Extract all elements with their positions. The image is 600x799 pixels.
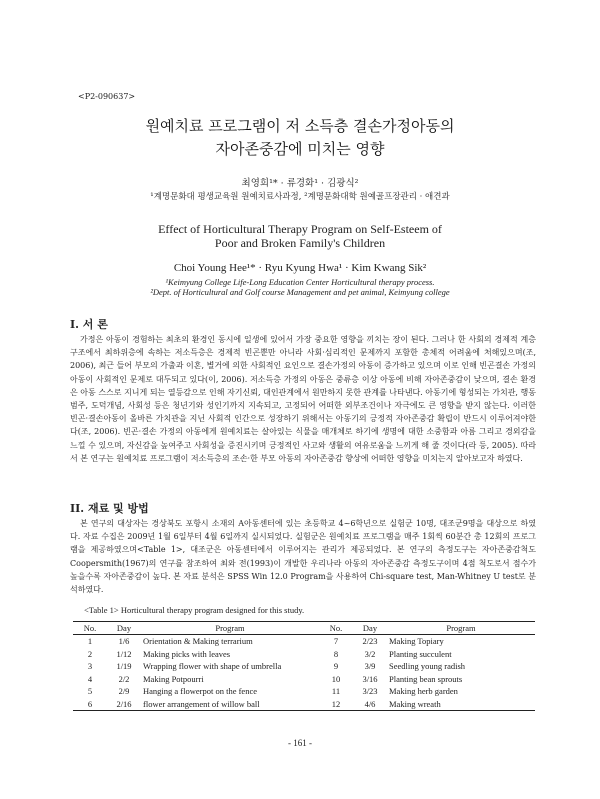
cell-program: Making Topiary: [389, 636, 444, 646]
table-row: [73, 660, 535, 673]
cell-no: 2: [87, 648, 93, 659]
cell-program: Planting bean sprouts: [389, 673, 463, 684]
cell-program: Making wreath: [387, 698, 535, 711]
table-row: [73, 698, 535, 711]
page-number: - 161 -: [288, 738, 312, 748]
english-title-line2: Poor and Broken Family's Children: [214, 236, 386, 250]
header-no: No.: [319, 622, 353, 635]
english-affiliation-2: ²Dept. of Horticultural and Golf course Management and pet animal, Keimyung college: [150, 287, 450, 297]
cell-no: 1: [87, 636, 93, 646]
methods-paragraph: 본 연구의 대상자는 경상북도 포항시 소재의 A아동센터에 있는 초등학교 4~6학년으로 실험군 10명, 대조군9명을 대상으로 하였다. 자료 수집은 2009년 1월 6일부터 4월 6일까지 실시되었다. 실험군은 원예치료 프로그램을 매주 1회씩 60분간 총 12회의 프로그램을 제공하였으며<Table 1>, 대조군은 아동센터에서 이루어지는 관리가 제공되었다. 본 연구의 측정도구는 자아존중감척도 Coopersmith(1967)의 연구를 참조하여 최와 전(1993)이 개발한 우리나라 아동의 자아존중감 측정도구이며 4점 척도로서 점수가 높을수록 자아존중감이 높다. 본 자료 분석은 SPSS Win 12.0 Program을 사용하여 Chi-square test, Man-Whitney U test로 분석하였다.: [70, 519, 536, 595]
cell-program: Seedling young radish: [389, 661, 466, 671]
cell-no: 10: [331, 673, 341, 684]
cell-day: 2/2: [118, 673, 130, 684]
cell-program: Making herb garden: [389, 686, 458, 696]
header-no: No.: [73, 622, 107, 635]
cell-day: 1/6: [118, 636, 130, 646]
cell-no: 5: [87, 686, 93, 696]
english-authors: Choi Young Hee¹* · Ryu Kyung Hwa¹ · Kim Kwang Sik²: [173, 262, 427, 274]
cell-day: 3/16: [362, 673, 378, 684]
cell-day: 4/6: [353, 698, 387, 711]
paper-code: <P2-090637>: [78, 92, 136, 101]
korean-title-line2: 자아존중감에 미치는 영향: [215, 140, 385, 158]
cell-program: Making picks with leaves: [143, 648, 231, 659]
header-program: Program: [387, 622, 535, 635]
table-caption: <Table 1> Horticultural therapy program designed for this study.: [84, 605, 305, 615]
english-affiliation-1: ¹Keimyung College Life-Long Education Center Horticultural therapy process.: [165, 277, 435, 287]
table-row: [73, 685, 535, 698]
korean-authors: 최영희¹* · 류경화¹ · 김광식²: [241, 178, 359, 189]
header-day: Day: [107, 622, 141, 635]
cell-day: 1/19: [116, 661, 132, 671]
methods-heading: II. 재료 및 방법: [70, 502, 149, 515]
cell-program: Wrapping flower with shape of umbrella: [143, 661, 282, 671]
cell-no: 6: [73, 698, 107, 711]
table-row: [73, 648, 535, 661]
cell-day: 2/9: [118, 686, 130, 696]
intro-paragraph: 가정은 아동이 경험하는 최초의 환경인 동시에 일생에 있어서 가장 중요한 영향을 끼치는 장이 된다. 그러나 한 사회의 경제적 계층구조에서 최하위층에 속하는 저소득층은 경제적 빈곤뿐만 아니라 사회·심리적인 문제까지 포함한 총체적 어려움에 처해있으며(조, 2006), 최근 들어 부모의 가출과 이혼, 별거에 의한 사회적인 요인으로 결손가정의 아동이 증가하고 있으며 이로 인해 빈곤결손 가정의 아동이 사회적인 문제로 대두되고 있다(이, 2006). 저소득층 가정의 아동은 중류층 이상 아동에 비해 자아존중감이 낮으며, 결손 환경은 아동 스스로 지니게 되는 열등감으로 인해 자기신뢰, 대인관계에서 원만하지 못한 관계를 나타낸다. 아동기에 형성되는 가치관, 행동범주, 도덕개념, 사회성 등은 청년기와 성인기까지 지속되고, 고정되어 어떠한 외부조건이나 자극에도 큰 영향을 받지 않는다. 이러한 빈곤·결손아동이 올바른 가치관을 지닌 사회적 인간으로 성장하기 위해서는 아동기의 긍정적 자아존중감 확립이 반드시 이루어져야한다(조, 2006). 빈곤·결손 가정의 아동에게 원예치료는 살아있는 식물을 매개체로 하기에 생명에 대한 소중함과 아름 그리고 경외감을 느낄 수 있으며, 자신감을 높여주고 사회성을 증진시키며 긍정적인 사고와 생활의 여유로움을 느끼게 해 줄 것이다(라 등, 2005). 따라서 본 연구는 원예치료 프로그램이 저소득층의 조손·한 부모 아동의 자아존중감 향상에 어떠한 영향을 미치는지 알아보고자 하였다.: [70, 335, 536, 463]
cell-day: 3/23: [362, 686, 378, 696]
cell-no: 11: [331, 686, 341, 696]
cell-day: 3/2: [364, 648, 376, 659]
cell-day: 3/9: [364, 661, 376, 671]
program-table: [73, 621, 535, 711]
korean-affiliation: ¹계명문화대 평생교육원 원예치료사과정, ²계명문화대학 원예골프장관리 · 애견과: [150, 192, 450, 202]
cell-program: flower arrangement of willow ball: [141, 698, 319, 711]
intro-heading: I. 서 론: [70, 318, 108, 331]
table-row: [73, 673, 535, 686]
table-header-row: [73, 622, 535, 635]
cell-no: 7: [333, 636, 339, 646]
korean-title-line1: 원예치료 프로그램이 저 소득층 결손가정아동의: [145, 117, 455, 135]
cell-no: 8: [333, 648, 339, 659]
header-program: Program: [141, 622, 319, 635]
header-day: Day: [353, 622, 387, 635]
cell-day: 2/16: [107, 698, 141, 711]
cell-program: Making Potpourri: [143, 673, 204, 684]
cell-no: 12: [319, 698, 353, 711]
cell-program: Planting succulent: [389, 648, 452, 659]
cell-day: 2/23: [362, 636, 378, 646]
table-row: [73, 635, 535, 648]
cell-no: 9: [333, 661, 339, 671]
cell-day: 1/12: [116, 648, 132, 659]
cell-no: 3: [87, 661, 93, 671]
cell-program: Hanging a flowerpot on the fence: [143, 686, 257, 696]
english-title-line1: Effect of Horticultural Therapy Program on Self-Esteem of: [158, 222, 442, 236]
cell-program: Orientation & Making terrarium: [143, 636, 253, 646]
cell-no: 4: [87, 673, 93, 684]
